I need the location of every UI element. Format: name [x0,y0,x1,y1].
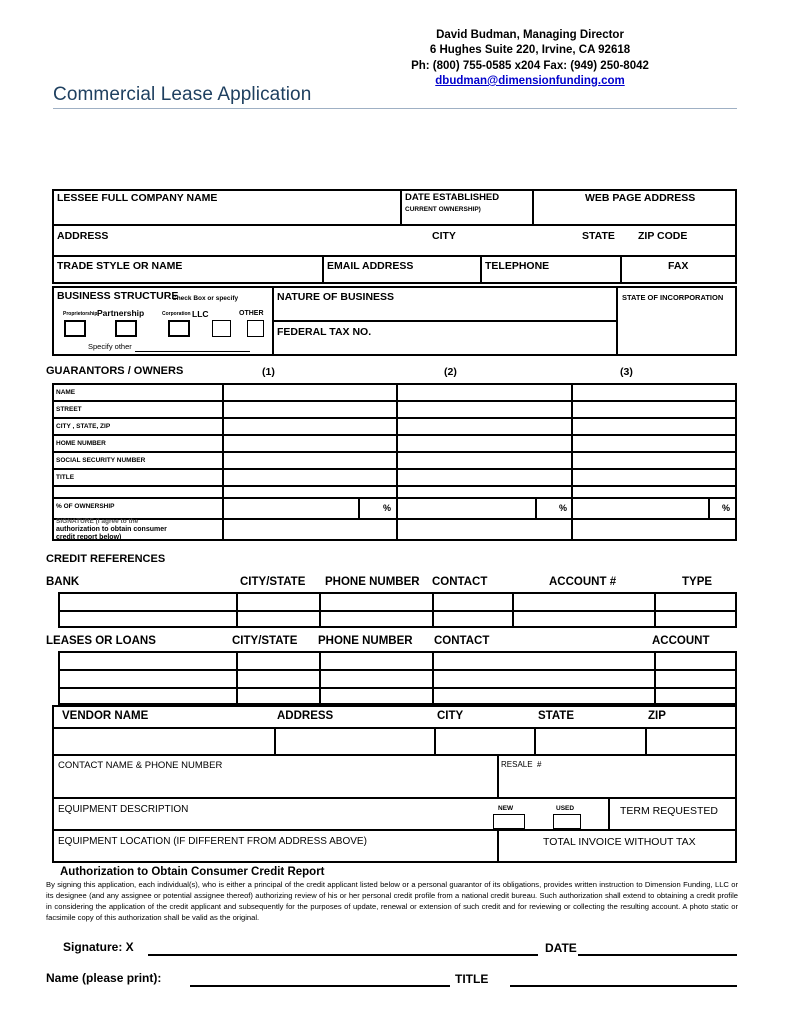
label-resale-hash: # [537,760,542,769]
guarantor-row-label-ownership: % OF OWNERSHIP [56,503,115,510]
date-line[interactable] [578,954,737,956]
loans-row-divider [58,669,737,671]
guarantor-row-label-home-number: HOME NUMBER [56,440,106,447]
loans-header-contact: CONTACT [434,635,490,647]
percent-symbol-2: % [559,503,568,513]
resale-divider [497,754,499,797]
label-contact-name-phone: CONTACT NAME & PHONE NUMBER [58,760,223,771]
name-print-line[interactable] [190,985,450,987]
percent-symbol-1: % [383,503,392,513]
federal-tax-divider [272,320,618,322]
label-city: CITY [432,230,456,242]
label-fax: FAX [668,260,689,272]
label-used: USED [556,805,575,812]
label-address: ADDRESS [57,230,109,242]
bank-col-divider [319,592,321,628]
label-zip-code: ZIP CODE [638,230,688,242]
checkbox-partnership[interactable] [115,320,137,337]
authorization-heading: Authorization to Obtain Consumer Credit Report [60,866,325,878]
fax-divider [620,255,622,284]
loans-row-divider [58,687,737,689]
guarantor-row-divider [52,400,737,402]
loans-col-divider [654,651,656,705]
label-business-structure-note: Check Box or specify [172,295,239,302]
header-contact-block [315,28,745,89]
email-divider [322,255,324,284]
contact-name-title: David Budman, Managing Director [436,29,624,41]
label-term-requested: TERM REQUESTED [620,805,719,817]
checkbox-used[interactable] [553,814,581,829]
contact-address: 6 Hughes Suite 220, Irvine, CA 92618 [429,44,631,57]
label-equipment-location: EQUIPMENT LOCATION (IF DIFFERENT FROM ADDRESS ABOVE) [58,836,367,847]
label-option-llc: LLC [192,309,209,319]
label-option-corporation: Corporation [162,311,191,317]
vendor-header-city: CITY [437,710,464,722]
label-business-structure: BUSINESS STRUCTURE [57,290,179,302]
loans-header-city-state: CITY/STATE [232,635,298,647]
label-option-other: OTHER [239,310,264,317]
bank-col-divider [432,592,434,628]
loans-col-divider [319,651,321,705]
bank-header-bank: BANK [46,576,80,588]
guarantor-row-divider [52,468,737,470]
checkbox-other[interactable] [247,320,264,337]
bank-col-divider [512,592,514,628]
label-email-address: EMAIL ADDRESS [327,260,414,272]
credit-references-heading: CREDIT REFERENCES [46,553,166,565]
equipment-desc-divider [52,829,737,831]
bank-row-divider [58,610,737,612]
bank-header-city-state: CITY/STATE [240,576,306,588]
guarantor-signature-label-line3: credit report below) [56,534,122,541]
guarantor-col1-divider [396,383,398,541]
vendor-col-divider [534,727,536,754]
authorization-body: By signing this application, each individual(s), who is either a principal of the credit applicant listed below or a personal guarantor of its obligations, provides written instruction to Dimension Funding, LLC or its designee (and any assignee or potential assignee thereof) authorizing review of his or her personal credit profile from a national credit bureau. Such authorization shall extend to obtaining a credit profile in considering the application of the credit applicant and subsequently for the purposes of update, renewal or extension of such credit and for reviewing or collecting the resulting account. A photo static or facsimile copy of this authorization shall be valid as the original. [46,880,738,922]
percent-divider-2 [535,497,537,518]
loans-header-phone: PHONE NUMBER [318,635,413,647]
label-resale: RESALE [501,760,533,769]
checkbox-llc[interactable] [212,320,231,337]
percent-divider-1 [358,497,360,518]
vendor-row-divider [52,754,737,756]
guarantor-col-2: (2) [444,366,457,378]
label-federal-tax-no: FEDERAL TAX NO. [277,326,372,338]
contact-phone-fax: Ph: (800) 755-0585 x204 Fax: (949) 250-8042 [411,59,649,72]
label-date: DATE [545,941,577,955]
guarantor-row-divider [52,485,737,487]
contact-email-link[interactable]: dbudman@dimensionfunding.com [435,74,625,87]
guarantor-col2-divider [571,383,573,541]
vendor-header-zip: ZIP [648,710,666,722]
guarantor-row-label-name: NAME [56,389,76,396]
vendor-header-divider [52,727,737,729]
bank-header-contact: CONTACT [432,576,488,588]
contact-row-divider [52,797,737,799]
vendor-header-name: VENDOR NAME [62,710,149,722]
loans-col-divider [432,651,434,705]
term-requested-divider [608,797,610,829]
label-date-established: DATE ESTABLISHED [405,192,500,203]
label-date-established-sub: CURRENT OWNERSHIP) [405,206,481,213]
label-state-of-incorporation: STATE OF INCORPORATION [622,293,724,302]
label-trade-style: TRADE STYLE OR NAME [57,260,183,272]
guarantor-row-label-street: STREET [56,406,82,413]
percent-symbol-3: % [722,503,731,513]
label-state: STATE [582,230,615,242]
loans-table [58,651,737,705]
label-equipment-description: EQUIPMENT DESCRIPTION [58,804,189,815]
checkbox-new[interactable] [493,814,525,829]
label-lessee-name: LESSEE FULL COMPANY NAME [57,192,218,204]
title-divider [53,108,737,109]
guarantor-row-divider [52,417,737,419]
bank-header-account: ACCOUNT # [549,576,617,588]
vendor-header-address: ADDRESS [277,710,334,722]
guarantor-label-col-divider [222,383,224,541]
total-invoice-divider [497,829,499,863]
label-nature-of-business: NATURE OF BUSINESS [277,291,395,303]
percent-divider-3 [708,497,710,518]
label-total-invoice: TOTAL INVOICE WITHOUT TAX [543,836,696,848]
company-row1-divider [52,224,737,226]
loans-header-account: ACCOUNT [652,635,710,647]
checkbox-proprietorship[interactable] [64,320,86,337]
guarantor-signature-label-line1: SIGNATURE (I agree to the [56,518,139,525]
label-telephone: TELEPHONE [485,260,550,272]
bank-col-divider [236,592,238,628]
loans-col-divider [236,651,238,705]
vendor-col-divider [645,727,647,754]
guarantors-heading: GUARANTORS / OWNERS [46,365,184,377]
guarantor-row-label-title: TITLE [56,474,75,481]
label-name-print: Name (please print): [46,971,162,985]
loans-header-leases: LEASES OR LOANS [46,635,156,647]
date-established-divider [400,189,402,224]
label-specify-other: Specify other [88,342,132,351]
guarantor-row-divider [52,451,737,453]
company-row2-divider [52,255,737,257]
guarantor-row-label-city-state-zip: CITY , STATE, ZIP [56,423,111,430]
label-web-page: WEB PAGE ADDRESS [585,192,696,204]
specify-other-line[interactable] [135,351,250,352]
guarantor-col-1: (1) [262,366,275,378]
signature-line[interactable] [148,954,538,956]
guarantor-signature-divider [52,518,737,520]
bank-col-divider [654,592,656,628]
vendor-col-divider [434,727,436,754]
web-page-divider [532,189,534,224]
title-line[interactable] [510,985,737,987]
label-title: TITLE [455,972,489,986]
guarantor-row-divider [52,434,737,436]
guarantor-col-3: (3) [620,366,633,378]
vendor-header-state: STATE [538,710,574,722]
checkbox-corporation[interactable] [168,320,190,337]
telephone-divider [480,255,482,284]
guarantor-signature-label-line2: authorization to obtain consumer [56,526,167,533]
page-title: Commercial Lease Application [53,84,312,105]
guarantor-row-label-ssn: SOCIAL SECURITY NUMBER [56,457,146,464]
label-new: NEW [498,805,514,812]
bank-header-phone: PHONE NUMBER [325,576,420,588]
bank-header-type: TYPE [682,576,713,588]
label-option-proprietorship: Proprietorship [63,311,98,317]
label-option-partnership: Partnership [97,308,145,318]
guarantor-row-divider [52,497,737,499]
vendor-col-divider [274,727,276,754]
label-signature: Signature: X [63,940,134,954]
